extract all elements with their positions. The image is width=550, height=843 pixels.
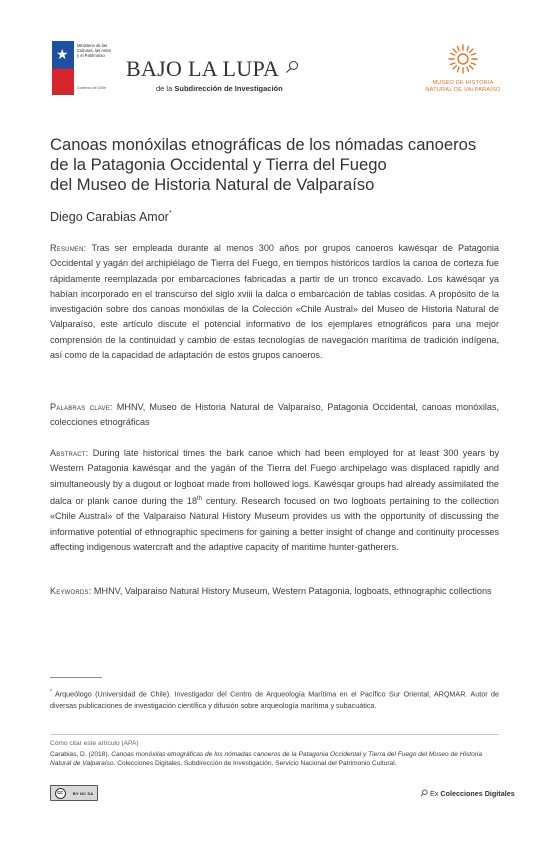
- resumen-text: Tras ser empleada durante al menos 300 años por grupos canoeros kawésqar de Patagonia Occidental y yagán del archipiélago de Tierra del Fuego, en tiempos históricos tardíos la canoa de corteza fue rápidamente reemplazada por embarcaciones fabricadas a partir de un tronco excavado. Los kawésqar ya habían incorporado en el transcurso del siglo xviii la dalca o embarcación de tablas cosidas. A propósito de la investigación sobre dos canoas monóxilas de la Colección «Chile Austral» del Museo de Historia Natural de Valparaíso, este artículo discute el potencial informativo de los ejemplares etnográficos para una mejor comprensión de la continuidad y cambio de estas tecnologías de navegación marítima de tradición indígena, así como de la capacidad de adaptación de estos grupos canoeros.: [50, 243, 499, 361]
- keywords-paragraph: [50, 584, 499, 599]
- resumen-label: Resumen:: [50, 243, 87, 253]
- cc-icon: cc: [55, 788, 66, 799]
- museum-sun-icon: [446, 42, 480, 76]
- magnifier-icon: [285, 60, 299, 74]
- brand-subtitle-prefix: de la: [156, 84, 175, 93]
- gov-logo-blue-block: [52, 41, 74, 69]
- abstract-paragraph: [50, 446, 499, 555]
- citation-title: Canoas monóxilas etnográficas de los nómadas canoeros de la Patagonia Occidental y Tierra del Fuego del Museo de Historia Natural de Valparaíso: [50, 751, 483, 768]
- gov-logo: [52, 41, 110, 95]
- footer-brand-bold: Colecciones Digitales: [440, 789, 515, 798]
- abstract-label: Abstract:: [50, 448, 89, 458]
- museum-name: [420, 80, 506, 94]
- author-name: [50, 210, 172, 224]
- footnote-divider: [50, 677, 102, 678]
- palabras-clave-paragraph: [50, 400, 499, 431]
- title-line-1: Canoas monóxilas etnográficas de los nómadas canoeros: [50, 135, 477, 154]
- footer-brand-prefix: Ex: [430, 789, 441, 798]
- star-icon: ★: [56, 46, 69, 62]
- brand-subtitle-bold: Subdirección de Investigación: [174, 84, 283, 93]
- title-line-2: de la Patagonia Occidental y Tierra del Fuego: [50, 155, 387, 174]
- gov-logo-text: Ministerio de las Culturas, las Artes y el Patrimonio: [77, 43, 111, 58]
- keywords-label: Keywords:: [50, 586, 92, 596]
- palabras-clave-text: MHNV, Museo de Historia Natural de Valparaíso, Patagonia Occidental, canoas monóxilas, colecciones etnográficas: [50, 402, 499, 428]
- citation-prefix: Carabias, D. (2018).: [50, 751, 112, 758]
- footnote: [50, 687, 499, 712]
- footnote-mark: *: [50, 689, 52, 695]
- gov-logo-red-block: [52, 69, 74, 95]
- author-footnote-mark: *: [168, 210, 172, 217]
- footnote-text: Arqueólogo (Universidad de Chile). Investigador del Centro de Arqueología Marítima en el Pacífico Sur Oriental, ARQMAR. Autor de diversas publicaciones de investigación científica y difusión sobre arqueología marítima y subacuática.: [50, 689, 499, 710]
- brand-title: BAJO LA LUPA: [126, 56, 280, 81]
- gov-logo-subtext: Gobierno de Chile: [77, 86, 106, 90]
- brand-subtitle: [156, 84, 283, 93]
- citation-text: [50, 750, 499, 769]
- cc-license-text: BY NC SA: [72, 790, 94, 796]
- cc-license-badge[interactable]: [50, 785, 98, 801]
- title-line-3: del Museo de Historia Natural de Valparaíso: [50, 175, 375, 194]
- abstract-text-part2: century. Research focused on two logboats pertaining to the collection «Chile Austral» of the Valparaiso Natural History Museum provides us with the opportunity of discussing the informative potential of ethnographic specimens for gaining a better insight of change and continuity processes affecting indigenous watercraft and the adaptive capacity of maritime hunter-gatherers.: [50, 495, 499, 552]
- palabras-clave-label: Palabras clave:: [50, 402, 113, 412]
- article-title: [50, 135, 510, 195]
- abstract-superscript: th: [197, 495, 203, 502]
- resumen-paragraph: [50, 241, 499, 363]
- museum-name-line1: MUSEO DE HISTORIA: [432, 80, 494, 86]
- keywords-text: MHNV, Valparaiso Natural History Museum, Western Patagonia, logboats, ethnographic collections: [91, 586, 492, 596]
- citation-label: Cómo citar este artículo (APA): [50, 740, 139, 747]
- abstract-text-part1: During late historical times the bark canoe which had been employed for at least 300 years by Western Patagonia kawésqar and the yagán of the Tierra del Fuego archipelago was displaced rapidly and simultaneously by a dugout or logboat made from hollowed logs. Kawésqar groups had already assimilated the dalca or plank canoe during the 18: [50, 448, 499, 506]
- citation-divider: [50, 734, 499, 735]
- citation-suffix: . Colecciones Digitales, Subdirección de Investigación, Servicio Nacional del Patrimonio Cultural.: [113, 760, 397, 768]
- footer-brand: [420, 789, 515, 798]
- magnifier-icon: [420, 789, 428, 797]
- museum-name-line2: NATURAL DE VALPARAÍSO: [425, 87, 501, 93]
- author-text: Diego Carabias Amor: [50, 210, 169, 224]
